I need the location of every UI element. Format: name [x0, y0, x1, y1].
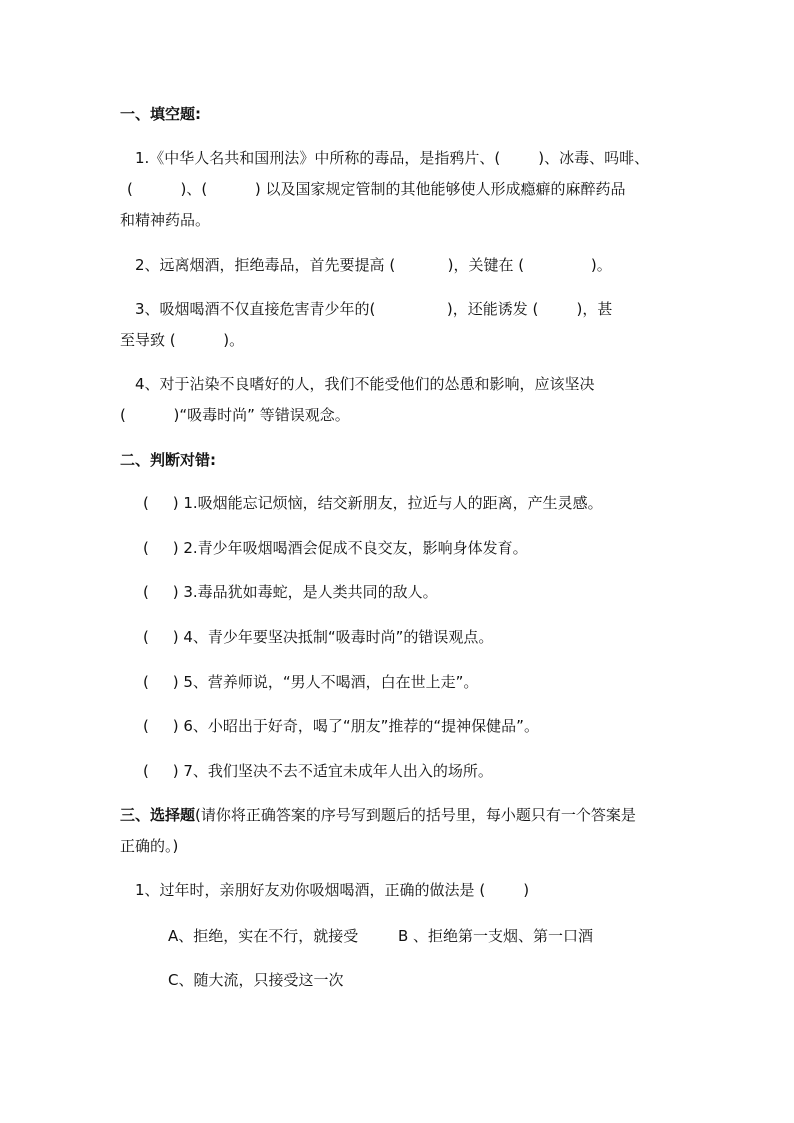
question-2-line-1: 2、远离烟酒，拒绝毒品，首先要提高 ( )，关键在 ( )。: [135, 256, 612, 274]
section-3-note-line-2: 正确的。): [120, 837, 179, 855]
judgment-item-2: ( ) 2.青少年吸烟喝酒会促成不良交友，影响身体发育。: [143, 539, 528, 557]
judgment-item-1: ( ) 1.吸烟能忘记烦恼，结交新朋友，拉近与人的距离，产生灵感。: [143, 494, 603, 512]
section-3-header: [120, 805, 636, 825]
question-3-line-2: 至导致 ( )。: [120, 331, 245, 349]
judgment-item-4: ( ) 4、青少年要坚决抵制“吸毒时尚”的错误观点。: [143, 628, 494, 646]
question-3-line-1: 3、吸烟喝酒不仅直接危害青少年的( )，还能诱发 ( )，甚: [135, 300, 613, 318]
judgment-item-7: ( ) 7、我们坚决不去不适宜未成年人出入的场所。: [143, 762, 493, 780]
choice-option-b: B 、拒绝第一支烟、第一口酒: [398, 927, 594, 945]
choice-option-c: C、随大流，只接受这一次: [168, 971, 344, 989]
choice-option-a: A、拒绝，实在不行，就接受: [168, 927, 359, 945]
choice-question-1-stem: 1、过年时，亲朋好友劝你吸烟喝酒，正确的做法是 ( ): [135, 881, 530, 899]
section-2-title: 二、判断对错:: [120, 451, 216, 469]
question-1-line-3: 和精神药品。: [120, 211, 211, 229]
judgment-item-6: ( ) 6、小昭出于好奇，喝了“朋友”推荐的“提神保健品”。: [143, 717, 539, 735]
question-4-line-2: ( )“吸毒时尚” 等错误观念。: [120, 406, 350, 424]
question-1-line-2: ( )、( ) 以及国家规定管制的其他能够使人形成瘾癖的麻醉药品: [127, 180, 626, 198]
question-4-line-1: 4、对于沾染不良嗜好的人，我们不能受他们的怂恿和影响，应该坚决: [135, 375, 595, 393]
section-1-title: 一、填空题:: [120, 105, 201, 123]
section-3-note-line-1: (请你将正确答案的序号写到题后的括号里，每小题只有一个答案是: [195, 806, 636, 824]
judgment-item-3: ( ) 3.毒品犹如毒蛇，是人类共同的敌人。: [143, 583, 438, 601]
judgment-item-5: ( ) 5、营养师说，“男人不喝酒，白在世上走”。: [143, 673, 479, 691]
question-1-line-1: 1.《中华人名共和国刑法》中所称的毒品，是指鸦片、( )、冰毒、吗啡、: [135, 149, 650, 167]
section-3-title: 三、选择题: [120, 806, 196, 824]
